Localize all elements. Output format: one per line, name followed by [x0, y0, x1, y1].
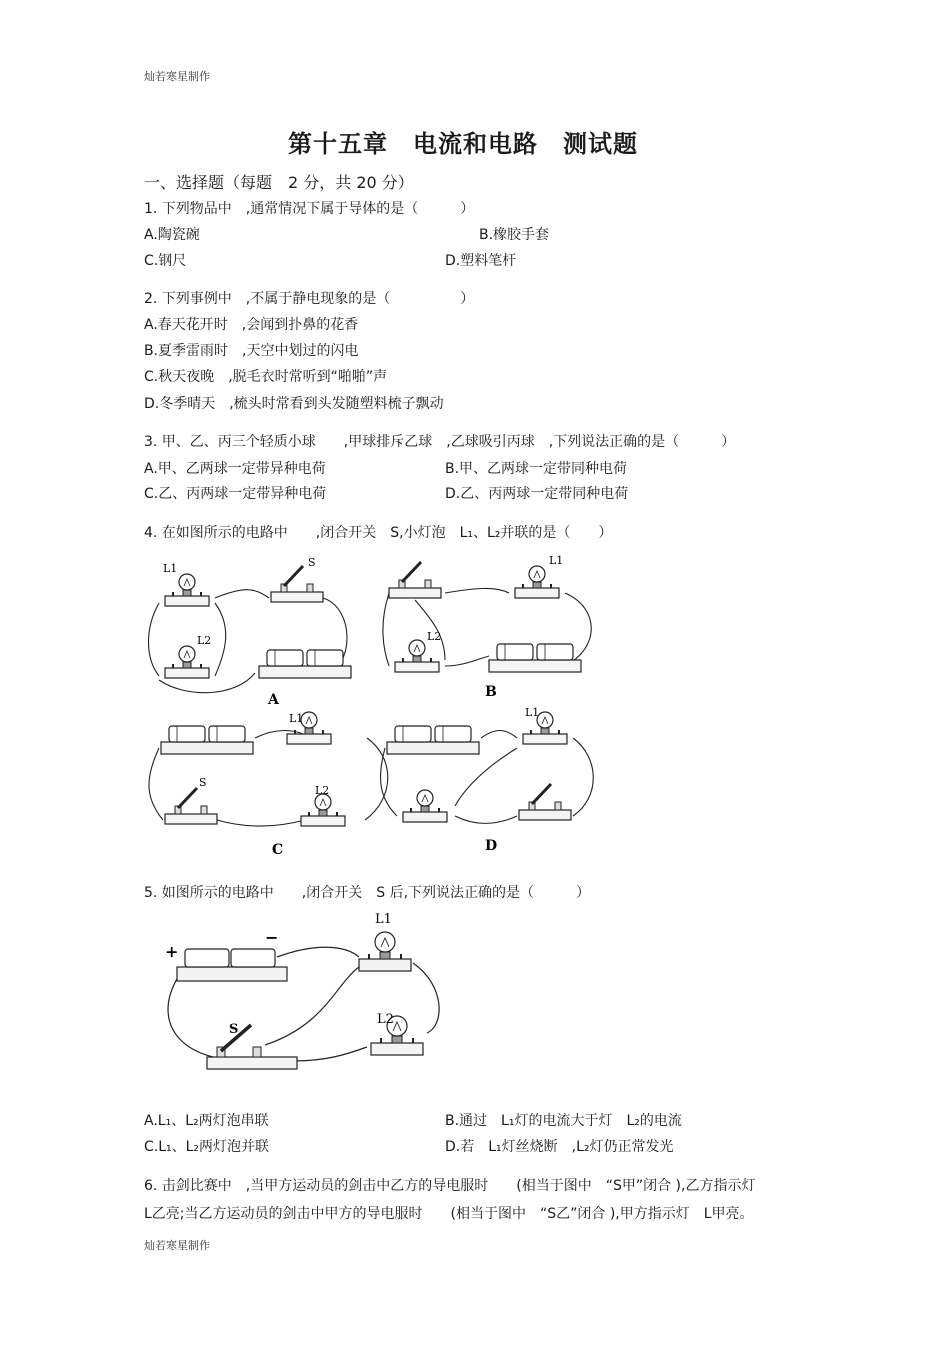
fig4-c-l2-label: L2 — [315, 784, 330, 797]
question-3-option-d: D.乙、丙两球一定带同种电荷 — [445, 486, 629, 502]
fig5-s-label: S — [229, 1022, 239, 1037]
question-2-option-b: B.夏季雷雨时 ,天空中划过的闪电 — [144, 343, 359, 359]
question-1-stem: 1. 下列物品中 ,通常情况下属于导体的是（ ） — [144, 201, 475, 217]
question-5-option-b: B.通过 L₁灯的电流大于灯 L₂的电流 — [445, 1113, 682, 1129]
fig5-l1-label: L1 — [375, 912, 392, 927]
page-header: 灿若寒星制作 — [144, 70, 210, 83]
fig4-caption-a: A — [268, 692, 279, 708]
fig4-caption-c: C — [272, 842, 284, 858]
question-5-option-a: A.L₁、L₂两灯泡串联 — [144, 1113, 269, 1129]
question-1-option-b: B.橡胶手套 — [479, 227, 550, 243]
question-3-option-c: C.乙、丙两球一定带异种电荷 — [144, 486, 327, 502]
question-1-option-c: C.钢尺 — [144, 253, 187, 269]
page-title: 第十五章 电流和电路 测试题 — [288, 130, 638, 158]
question-6-stem-line-2: L乙亮;当乙方运动员的剑击中甲方的导电服时 (相当于图中 “S乙”闭合 ),甲方指示灯 L甲亮。 — [144, 1206, 754, 1222]
question-3-option-a: A.甲、乙两球一定带异种电荷 — [144, 461, 326, 477]
question-2-option-c: C.秋天夜晚 ,脱毛衣时常听到“啪啪”声 — [144, 369, 388, 385]
fig5-minus-label: − — [265, 928, 279, 947]
question-3-option-b: B.甲、乙两球一定带同种电荷 — [445, 461, 628, 477]
fig4-caption-d: D — [485, 838, 498, 854]
fig4-c-l1-label: L1 — [289, 712, 304, 725]
fig4-d-l1-label: L1 — [525, 706, 540, 719]
question-5-option-d: D.若 L₁灯丝烧断 ,L₂灯仍正常发光 — [445, 1139, 674, 1155]
fig4-a-s-label: S — [308, 556, 316, 569]
fig4-b-l1-label: L1 — [549, 554, 564, 567]
question-5-option-c: C.L₁、L₂两灯泡并联 — [144, 1139, 270, 1155]
fig4-a-l2-label: L2 — [197, 634, 212, 647]
question-1-option-a: A.陶瓷碗 — [144, 227, 200, 243]
question-4-circuit-figure — [145, 548, 615, 863]
question-5-circuit-figure — [145, 905, 465, 1100]
question-2-stem: 2. 下列事例中 ,不属于静电现象的是（ ） — [144, 291, 475, 307]
question-3-stem: 3. 甲、乙、丙三个轻质小球 ,甲球排斥乙球 ,乙球吸引丙球 ,下列说法正确的是（ ） — [144, 434, 736, 450]
fig4-b-l2-label: L2 — [427, 630, 442, 643]
question-2-option-a: A.春天花开时 ,会闻到扑鼻的花香 — [144, 317, 359, 333]
fig5-plus-label: + — [165, 942, 179, 961]
page-footer: 灿若寒星制作 — [144, 1239, 210, 1252]
section-heading: 一、选择题（每题 2 分，共 20 分） — [144, 173, 414, 192]
fig4-c-s-label: S — [199, 776, 207, 789]
question-6-stem-line-1: 6. 击剑比赛中 ,当甲方运动员的剑击中乙方的导电服时 (相当于图中 “S甲”闭合 ),乙方指示灯 — [144, 1178, 756, 1194]
fig4-caption-b: B — [485, 684, 497, 700]
question-5-stem: 5. 如图所示的电路中 ,闭合开关 S 后,下列说法正确的是（ ） — [144, 885, 591, 901]
fig5-l2-label: L2 — [377, 1012, 394, 1027]
question-1-option-d: D.塑料笔杆 — [445, 253, 517, 269]
question-4-stem: 4. 在如图所示的电路中 ,闭合开关 S,小灯泡 L₁、L₂并联的是（ ） — [144, 525, 613, 541]
fig4-a-l1-label: L1 — [163, 562, 178, 575]
question-2-option-d: D.冬季晴天 ,梳头时常看到头发随塑料梳子飘动 — [144, 396, 444, 412]
